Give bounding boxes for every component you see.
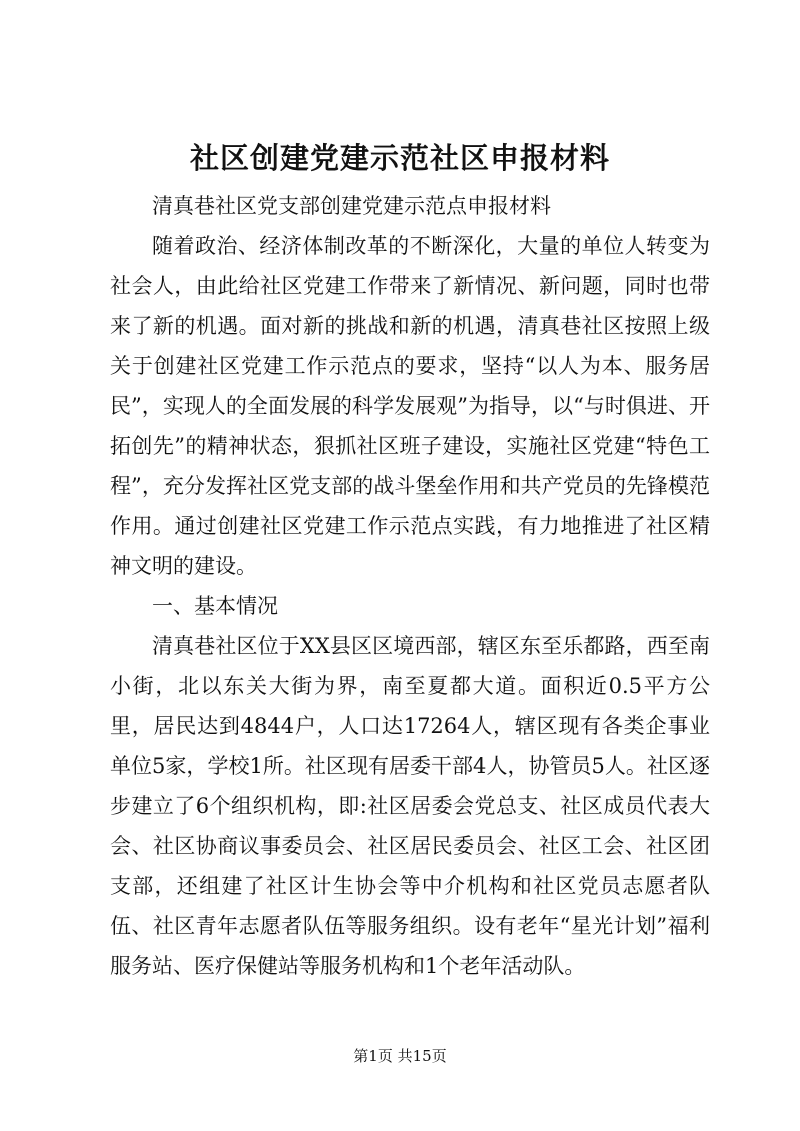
section-heading: 一、基本情况 xyxy=(152,594,278,618)
document-title: 社区创建党建示范社区申报材料 xyxy=(189,141,610,175)
subtitle-paragraph: 清真巷社区党支部创建党建示范点申报材料 xyxy=(152,194,551,218)
intro-paragraph: 随着政治、经济体制改革的不断深化，大量的单位人转变为社会人，由此给社区党建工作带来了新情况、新问题，同时也带来了新的机遇。面对新的挑战和新的机遇，清真巷社区按照上级关于创建社区党建工作示范点的要求，坚持“以人为本、服务居民”，实现人的全面发展的科学发展观”为指导，以“与时俱进、开拓创先”的精神状态，狠抓社区班子建设，实施社区党建“特色工程”，充分发挥社区党支部的战斗堡垒作用和共产党员的先锋模范作用。通过创建社区党建工作示范点实践，有力地推进了社区精神文明的建设。 xyxy=(110,234,710,578)
document-body xyxy=(110,186,710,986)
page-footer: 第1页 共15页 xyxy=(353,1047,447,1065)
basic-info-paragraph: 清真巷社区位于XX县区区境西部，辖区东至乐都路，西至南小街，北以东关大街为界，南至夏都大道。面积近0.5平方公里，居民达到4844户，人口达17264人，辖区现有各类企事业单位5家，学校1所。社区现有居委干部4人，协管员5人。社区逐步建立了6个组织机构，即:社区居委会党总支、社区成员代表大会、社区协商议事委员会、社区居民委员会、社区工会、社区团支部，还组建了社区计生协会等中介机构和社区党员志愿者队伍、社区青年志愿者队伍等服务组织。设有老年“星光计划”福利服务站、医疗保健站等服务机构和1个老年活动队。 xyxy=(110,634,710,978)
